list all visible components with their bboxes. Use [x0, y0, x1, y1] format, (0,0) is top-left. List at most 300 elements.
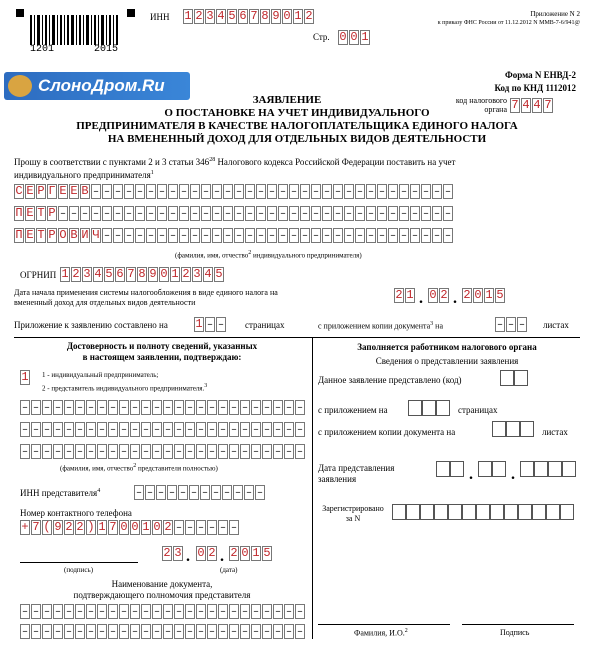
appendix-sheets-field[interactable]: [495, 317, 528, 332]
fio-caption: (фамилия, имя, отчество2 индивидуального предпринимателя): [175, 250, 362, 260]
char-cell: [146, 184, 156, 199]
char-cell: Г: [48, 184, 56, 198]
char-cell: [295, 422, 305, 437]
char-cell: [141, 624, 151, 639]
char-cell: 4: [94, 267, 102, 281]
char-cell: 2: [395, 288, 403, 302]
char-cell: 1: [485, 288, 493, 302]
char-cell: [229, 520, 239, 535]
staff-sheets-box-3[interactable]: [520, 421, 534, 437]
char-cell: [273, 422, 283, 437]
char-cell: [355, 228, 365, 243]
char-cell: [355, 184, 365, 199]
staff-subheading: Сведения о представлении заявления: [375, 356, 519, 366]
char-cell: [42, 400, 52, 415]
char-cell: [97, 604, 107, 619]
char-cell: [185, 444, 195, 459]
char-cell: [229, 624, 239, 639]
char-cell: [273, 604, 283, 619]
char-cell: [174, 400, 184, 415]
char-cell: [322, 206, 332, 221]
doc-name-field-2[interactable]: [20, 624, 306, 639]
char-cell: [201, 184, 211, 199]
char-cell: [42, 422, 52, 437]
char-cell: [185, 624, 195, 639]
char-cell: [399, 184, 409, 199]
char-cell: [97, 624, 107, 639]
char-cell: [262, 400, 272, 415]
surname-field[interactable]: [14, 184, 454, 199]
char-cell: 1: [294, 9, 302, 23]
ogrnip-field[interactable]: [60, 267, 225, 282]
char-cell: [495, 317, 505, 332]
submission-date-label: Дата представления заявления: [318, 463, 395, 484]
char-cell: 1: [406, 288, 414, 302]
char-cell: [163, 422, 173, 437]
char-cell: 1: [184, 9, 192, 23]
char-cell: 2: [305, 9, 313, 23]
char-cell: [152, 444, 162, 459]
char-cell: [218, 400, 228, 415]
char-cell: [113, 184, 123, 199]
char-cell: [251, 422, 261, 437]
char-cell: 7: [127, 267, 135, 281]
staff-heading: Заполняется работником налогового органа: [357, 342, 537, 352]
char-cell: [113, 206, 123, 221]
char-cell: 4: [533, 98, 541, 112]
char-cell: [262, 604, 272, 619]
char-cell: [432, 184, 442, 199]
char-cell: [119, 422, 129, 437]
submission-month-box-1[interactable]: [478, 461, 492, 477]
char-cell: 2: [463, 288, 471, 302]
char-cell: [244, 485, 254, 500]
char-cell: [218, 624, 228, 639]
char-cell: [229, 400, 239, 415]
char-cell: В: [70, 228, 78, 242]
char-cell: [245, 228, 255, 243]
char-cell: [75, 422, 85, 437]
char-cell: [119, 624, 129, 639]
staff-pages-label: страницах: [458, 405, 498, 415]
start-year-field[interactable]: [462, 288, 506, 303]
rep-inn-field[interactable]: [134, 485, 266, 500]
char-cell: [179, 184, 189, 199]
char-cell: [141, 604, 151, 619]
watermark-text: СлоноДром.Ru: [38, 76, 165, 95]
char-cell: 7: [250, 9, 258, 23]
char-cell: [124, 228, 134, 243]
char-cell: [207, 604, 217, 619]
char-cell: [130, 400, 140, 415]
char-cell: [200, 485, 210, 500]
char-cell: [31, 422, 41, 437]
char-cell: 9: [54, 520, 62, 534]
char-cell: [167, 485, 177, 500]
char-cell: 3: [83, 267, 91, 281]
char-cell: [108, 400, 118, 415]
staff-with-label: с приложением на: [318, 405, 388, 415]
char-cell: [42, 444, 52, 459]
submission-day-box-1[interactable]: [436, 461, 450, 477]
char-cell: [64, 604, 74, 619]
char-cell: [64, 444, 74, 459]
char-cell: 1: [195, 317, 203, 331]
char-cell: [273, 444, 283, 459]
submission-year-box-1[interactable]: [520, 461, 534, 477]
char-cell: [189, 485, 199, 500]
char-cell: 5: [263, 546, 271, 560]
title-line3: ПРЕДПРИНИМАТЕЛЯ В КАЧЕСТВЕ НАЛОГОПЛАТЕЛЬЩИКА ЕДИНОГО НАЛОГА: [76, 120, 518, 132]
signature-caption: (подпись): [64, 566, 94, 574]
char-cell: 9: [149, 267, 157, 281]
char-cell: [146, 228, 156, 243]
char-cell: [163, 444, 173, 459]
inn-label: ИНН: [150, 12, 170, 22]
char-cell: [388, 206, 398, 221]
sign-day-field[interactable]: [162, 546, 184, 561]
char-cell: [163, 604, 173, 619]
char-cell: 0: [131, 520, 139, 534]
char-cell: [97, 400, 107, 415]
char-cell: [53, 604, 63, 619]
char-cell: [278, 206, 288, 221]
char-cell: [64, 400, 74, 415]
char-cell: [410, 206, 420, 221]
char-cell: [284, 444, 294, 459]
char-cell: [273, 624, 283, 639]
tax-authority-label: код налогового органа: [455, 96, 507, 114]
char-cell: [344, 228, 354, 243]
char-cell: 1: [142, 520, 150, 534]
barcode-number-left: 1201: [30, 44, 55, 55]
char-cell: [152, 422, 162, 437]
appendix-ref-line2: к приказу ФНС России от 11.12.2012 N ММВ-7-6/941@: [437, 20, 580, 26]
char-cell: [31, 444, 41, 459]
char-cell: [300, 184, 310, 199]
char-cell: [53, 400, 63, 415]
title-line1: ЗАЯВЛЕНИЕ: [252, 94, 322, 106]
char-cell: [410, 228, 420, 243]
char-cell: [333, 228, 343, 243]
char-cell: [168, 228, 178, 243]
char-cell: 1: [171, 267, 179, 281]
submitted-code-box-2[interactable]: [514, 370, 528, 386]
char-cell: [156, 485, 166, 500]
char-cell: [333, 206, 343, 221]
submitted-label: Данное заявление представлено (код): [318, 375, 462, 385]
char-cell: 3: [206, 9, 214, 23]
char-cell: [108, 624, 118, 639]
char-cell: [130, 444, 140, 459]
page-label: Стр.: [313, 32, 330, 42]
staff-fio-caption: Фамилия, И.О.$^2$: [354, 628, 408, 638]
ogrnip-label: ОГРНИП: [20, 270, 57, 280]
char-cell: [377, 228, 387, 243]
date-caption: (дата): [220, 566, 238, 574]
char-cell: [207, 444, 217, 459]
char-cell: Т: [37, 206, 45, 220]
char-cell: [119, 444, 129, 459]
staff-pages-box-2[interactable]: [422, 400, 436, 416]
char-cell: [157, 184, 167, 199]
char-cell: [289, 206, 299, 221]
char-cell: [135, 184, 145, 199]
start-day-field[interactable]: [394, 288, 416, 303]
rep-inn-label: ИНН представителя$^4$: [20, 488, 101, 498]
char-cell: В: [81, 184, 89, 198]
corner-marker-left: [16, 9, 24, 17]
char-cell: 2: [440, 288, 448, 302]
char-cell: (: [43, 520, 51, 534]
section-divider-vertical: [312, 337, 313, 639]
char-cell: [20, 400, 30, 415]
appendix-pages-field[interactable]: [194, 317, 227, 332]
char-cell: [267, 184, 277, 199]
submission-day-box-2[interactable]: [450, 461, 464, 477]
char-cell: Е: [59, 184, 67, 198]
char-cell: [86, 444, 96, 459]
char-cell: [20, 624, 30, 639]
char-cell: 2: [76, 520, 84, 534]
char-cell: [86, 624, 96, 639]
char-cell: ): [87, 520, 95, 534]
staff-fio-line: [318, 624, 450, 625]
char-cell: [262, 444, 272, 459]
staff-copies-label: с приложением копии документа на: [318, 427, 456, 437]
char-cell: [218, 422, 228, 437]
char-cell: [185, 604, 195, 619]
char-cell: [157, 228, 167, 243]
char-cell: [443, 184, 453, 199]
char-cell: [388, 184, 398, 199]
char-cell: [152, 400, 162, 415]
char-cell: 4: [204, 267, 212, 281]
char-cell: [223, 184, 233, 199]
appendix-sheets-label: листах: [543, 320, 569, 330]
rep-patronymic-field[interactable]: [20, 444, 306, 459]
char-cell: [75, 444, 85, 459]
char-cell: [207, 520, 217, 535]
char-cell: [421, 206, 431, 221]
char-cell: [64, 624, 74, 639]
char-cell: [289, 228, 299, 243]
char-cell: [130, 422, 140, 437]
char-cell: [91, 206, 101, 221]
appendix-label: Приложение к заявлению составлено на: [14, 320, 168, 330]
char-cell: [432, 206, 442, 221]
char-cell: [190, 206, 200, 221]
char-cell: [262, 624, 272, 639]
inn-field[interactable]: [183, 9, 315, 24]
char-cell: [377, 206, 387, 221]
char-cell: 5: [105, 267, 113, 281]
char-cell: 8: [138, 267, 146, 281]
char-cell: [113, 228, 123, 243]
char-cell: [174, 624, 184, 639]
doc-name-field-1[interactable]: [20, 604, 306, 619]
char-cell: [240, 400, 250, 415]
char-cell: [278, 228, 288, 243]
char-cell: 7: [544, 98, 552, 112]
char-cell: 3: [174, 546, 182, 560]
char-cell: 2: [65, 520, 73, 534]
char-cell: [190, 228, 200, 243]
char-cell: [267, 206, 277, 221]
char-cell: [218, 604, 228, 619]
char-cell: [64, 422, 74, 437]
staff-signature-line: [462, 624, 574, 625]
char-cell: [69, 206, 79, 221]
char-cell: [223, 228, 233, 243]
char-cell: 0: [241, 546, 249, 560]
char-cell: [300, 228, 310, 243]
submission-year-box-3[interactable]: [548, 461, 562, 477]
char-cell: [157, 206, 167, 221]
char-cell: 0: [160, 267, 168, 281]
char-cell: [102, 206, 112, 221]
char-cell: [311, 184, 321, 199]
rep-surname-field[interactable]: [20, 400, 306, 415]
char-cell: 9: [272, 9, 280, 23]
char-cell: [322, 184, 332, 199]
char-cell: [135, 206, 145, 221]
char-cell: 6: [239, 9, 247, 23]
sign-month-field[interactable]: [196, 546, 218, 561]
start-month-field[interactable]: [428, 288, 450, 303]
char-cell: Р: [48, 228, 56, 242]
signer-code-field[interactable]: [20, 370, 31, 385]
char-cell: 2: [230, 546, 238, 560]
char-cell: 0: [197, 546, 205, 560]
char-cell: [212, 184, 222, 199]
char-cell: [179, 228, 189, 243]
char-cell: [218, 520, 228, 535]
char-cell: [245, 184, 255, 199]
submission-month-box-2[interactable]: [492, 461, 506, 477]
char-cell: [130, 624, 140, 639]
char-cell: Р: [37, 184, 45, 198]
char-cell: 4: [217, 9, 225, 23]
char-cell: [240, 624, 250, 639]
char-cell: [267, 228, 277, 243]
char-cell: [174, 604, 184, 619]
char-cell: [31, 604, 41, 619]
char-cell: 1: [252, 546, 260, 560]
char-cell: [212, 228, 222, 243]
staff-sheets-box-1[interactable]: [492, 421, 506, 437]
char-cell: 2: [164, 520, 172, 534]
char-cell: [234, 184, 244, 199]
char-cell: [196, 422, 206, 437]
char-cell: [141, 400, 151, 415]
char-cell: [262, 422, 272, 437]
char-cell: 2: [182, 267, 190, 281]
char-cell: [97, 444, 107, 459]
char-cell: [178, 485, 188, 500]
char-cell: П: [15, 228, 23, 242]
phone-field[interactable]: [20, 520, 240, 535]
char-cell: [75, 400, 85, 415]
char-cell: [207, 400, 217, 415]
char-cell: [86, 422, 96, 437]
char-cell: 0: [474, 288, 482, 302]
char-cell: [234, 228, 244, 243]
char-cell: [289, 184, 299, 199]
page-number-field[interactable]: [338, 30, 371, 45]
char-cell: [119, 400, 129, 415]
intro-text: Прошу в соответствии с пунктами 2 и 3 статьи $346^{28}$ Налогового кодекса Российской Федерации поставить на учет индивидуального предпринимателя$^1$: [14, 157, 456, 180]
char-cell: 8: [261, 9, 269, 23]
char-cell: [168, 206, 178, 221]
char-cell: [31, 400, 41, 415]
submitted-code-box-1[interactable]: [500, 370, 514, 386]
name-field[interactable]: [14, 206, 454, 221]
char-cell: [421, 228, 431, 243]
char-cell: [278, 184, 288, 199]
char-cell: 0: [339, 30, 347, 44]
char-cell: [20, 422, 30, 437]
staff-pages-box-1[interactable]: [408, 400, 422, 416]
char-cell: 1: [21, 370, 29, 384]
char-cell: 0: [350, 30, 358, 44]
char-cell: [152, 624, 162, 639]
char-cell: [229, 604, 239, 619]
char-cell: [124, 206, 134, 221]
start-date-label: Дата начала применения системы налогообложения в виде единого налога на вмененный доход для отдельных видов деятельности: [14, 288, 278, 307]
char-cell: 2: [163, 546, 171, 560]
submission-year-box-4[interactable]: [562, 461, 576, 477]
char-cell: [399, 228, 409, 243]
char-cell: Е: [26, 228, 34, 242]
char-cell: [207, 422, 217, 437]
char-cell: [108, 444, 118, 459]
char-cell: +: [21, 520, 29, 534]
char-cell: [53, 624, 63, 639]
char-cell: Е: [26, 206, 34, 220]
char-cell: [179, 206, 189, 221]
patronymic-field[interactable]: [14, 228, 454, 243]
char-cell: 6: [116, 267, 124, 281]
char-cell: [218, 444, 228, 459]
knd-code: Код по КНД 1112012: [494, 83, 576, 93]
submission-year-box-2[interactable]: [534, 461, 548, 477]
char-cell: [174, 444, 184, 459]
staff-pages-box-3[interactable]: [436, 400, 450, 416]
char-cell: [284, 604, 294, 619]
char-cell: [234, 206, 244, 221]
char-cell: 2: [208, 546, 216, 560]
sign-year-field[interactable]: [229, 546, 273, 561]
char-cell: [135, 228, 145, 243]
char-cell: [196, 520, 206, 535]
char-cell: [163, 624, 173, 639]
staff-sheets-box-2[interactable]: [506, 421, 520, 437]
char-cell: [443, 206, 453, 221]
char-cell: [222, 485, 232, 500]
char-cell: [251, 604, 261, 619]
char-cell: [31, 624, 41, 639]
registration-number-field[interactable]: [392, 504, 574, 520]
char-cell: [377, 184, 387, 199]
char-cell: [284, 422, 294, 437]
char-cell: [517, 317, 527, 332]
char-cell: [196, 444, 206, 459]
form-name: Форма N ЕНВД-2: [504, 70, 576, 80]
char-cell: [295, 400, 305, 415]
char-cell: Т: [37, 228, 45, 242]
rep-name-field[interactable]: [20, 422, 306, 437]
